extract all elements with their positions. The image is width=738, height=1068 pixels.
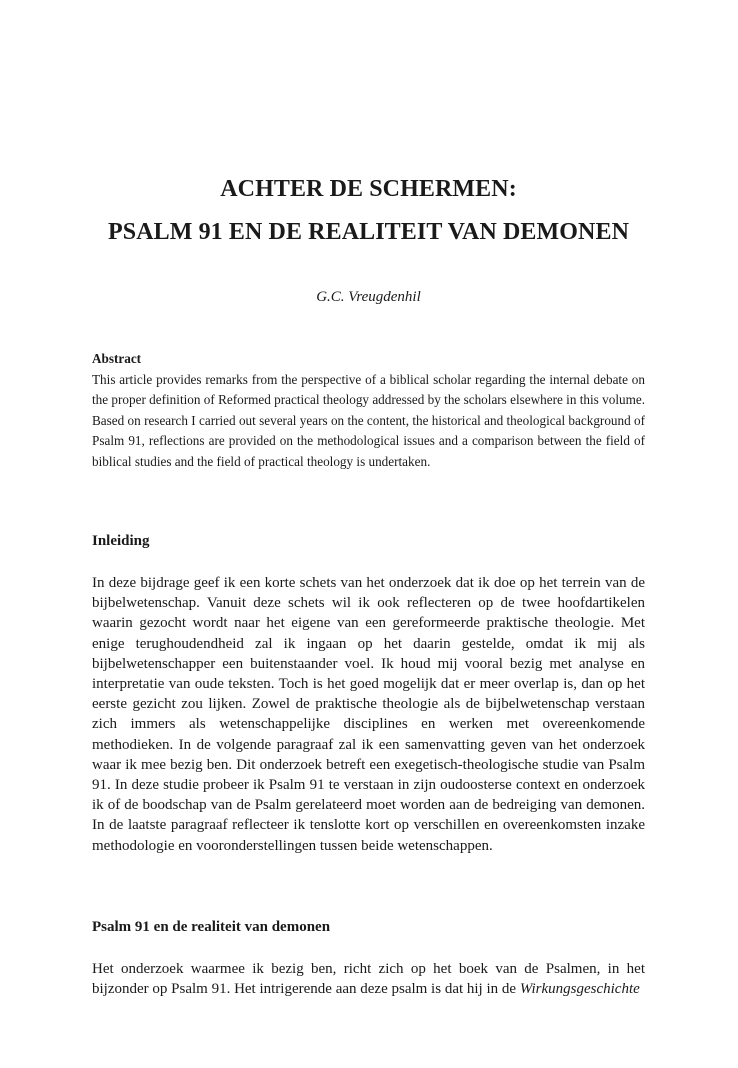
article-title-line-2: PSALM 91 EN DE REALITEIT VAN DEMONEN — [107, 219, 630, 245]
section-heading-psalm-91: Psalm 91 en de realiteit van demonen — [92, 919, 331, 935]
abstract-heading: Abstract — [92, 351, 142, 366]
paragraph-text: Het onderzoek waarmee ik bezig ben, richt zich op het boek van de Psalmen, in het bijzonder op Psalm 91. Het intrigerende aan deze psalm is dat hij in de — [92, 961, 645, 998]
paragraph-italic-term: Wirkungsgeschichte — [519, 981, 640, 998]
section-paragraph-psalm-91 — [92, 959, 645, 999]
section-paragraph-inleiding: In deze bijdrage geef ik een korte schets van het onderzoek dat ik doe op het terrein van de bijbelwetenschap. Vanuit deze schets wil ik ook reflecteren op de twee hoofdartikelen waarin gezocht wordt naar het eigene van een gereformeerde praktische theologie. Met enige terughoudendheid zal ik ingaan op het daarin gestelde, omdat ik mij als bijbelwetenschapper een buitenstaander voel. Ik houd mij vooral bezig met analyse en interpretatie van oude teksten. Toch is het goed mogelijk dat er meer overlap is, dan op het eerste gezicht zou lijken. Zowel de praktische theologie als de bijbelwetenschap verstaan zich immers als wetenschappelijke disciplines en werken met overeenkomende methodieken. In de volgende paragraaf zal ik een samenvatting geven van het onderzoek waar ik mee bezig ben. Dit onderzoek betreft een exegetisch-theologische studie van Psalm 91. In deze studie probeer ik Psalm 91 te verstaan in zijn oudoosterse context en onderzoek ik of de boodschap van de Psalm gerelateerd moet worden aan de bedreiging van demonen. In de laatste paragraaf reflecteer ik tenslotte kort op verschillen en overeenkomsten inzake methodologie en vooronderstellingen tussen beide wetenschappen. — [92, 575, 645, 854]
article-author: G.C. Vreugdenhil — [316, 289, 421, 305]
abstract-text: This article provides remarks from the perspective of a biblical scholar regarding the internal debate on the proper definition of Reformed practical theology addressed by the scholars elsewhere in this volume. Based on research I carried out several years on the content, the historical and theological background of Psalm 91, reflections are provided on the methodological issues and a comparison between the field of biblical studies and the field of practical theology is undertaken. — [92, 371, 645, 469]
section-heading-inleiding: Inleiding — [92, 533, 150, 549]
article-title-line-1: ACHTER DE SCHERMEN: — [220, 176, 517, 202]
abstract-block — [92, 349, 645, 472]
